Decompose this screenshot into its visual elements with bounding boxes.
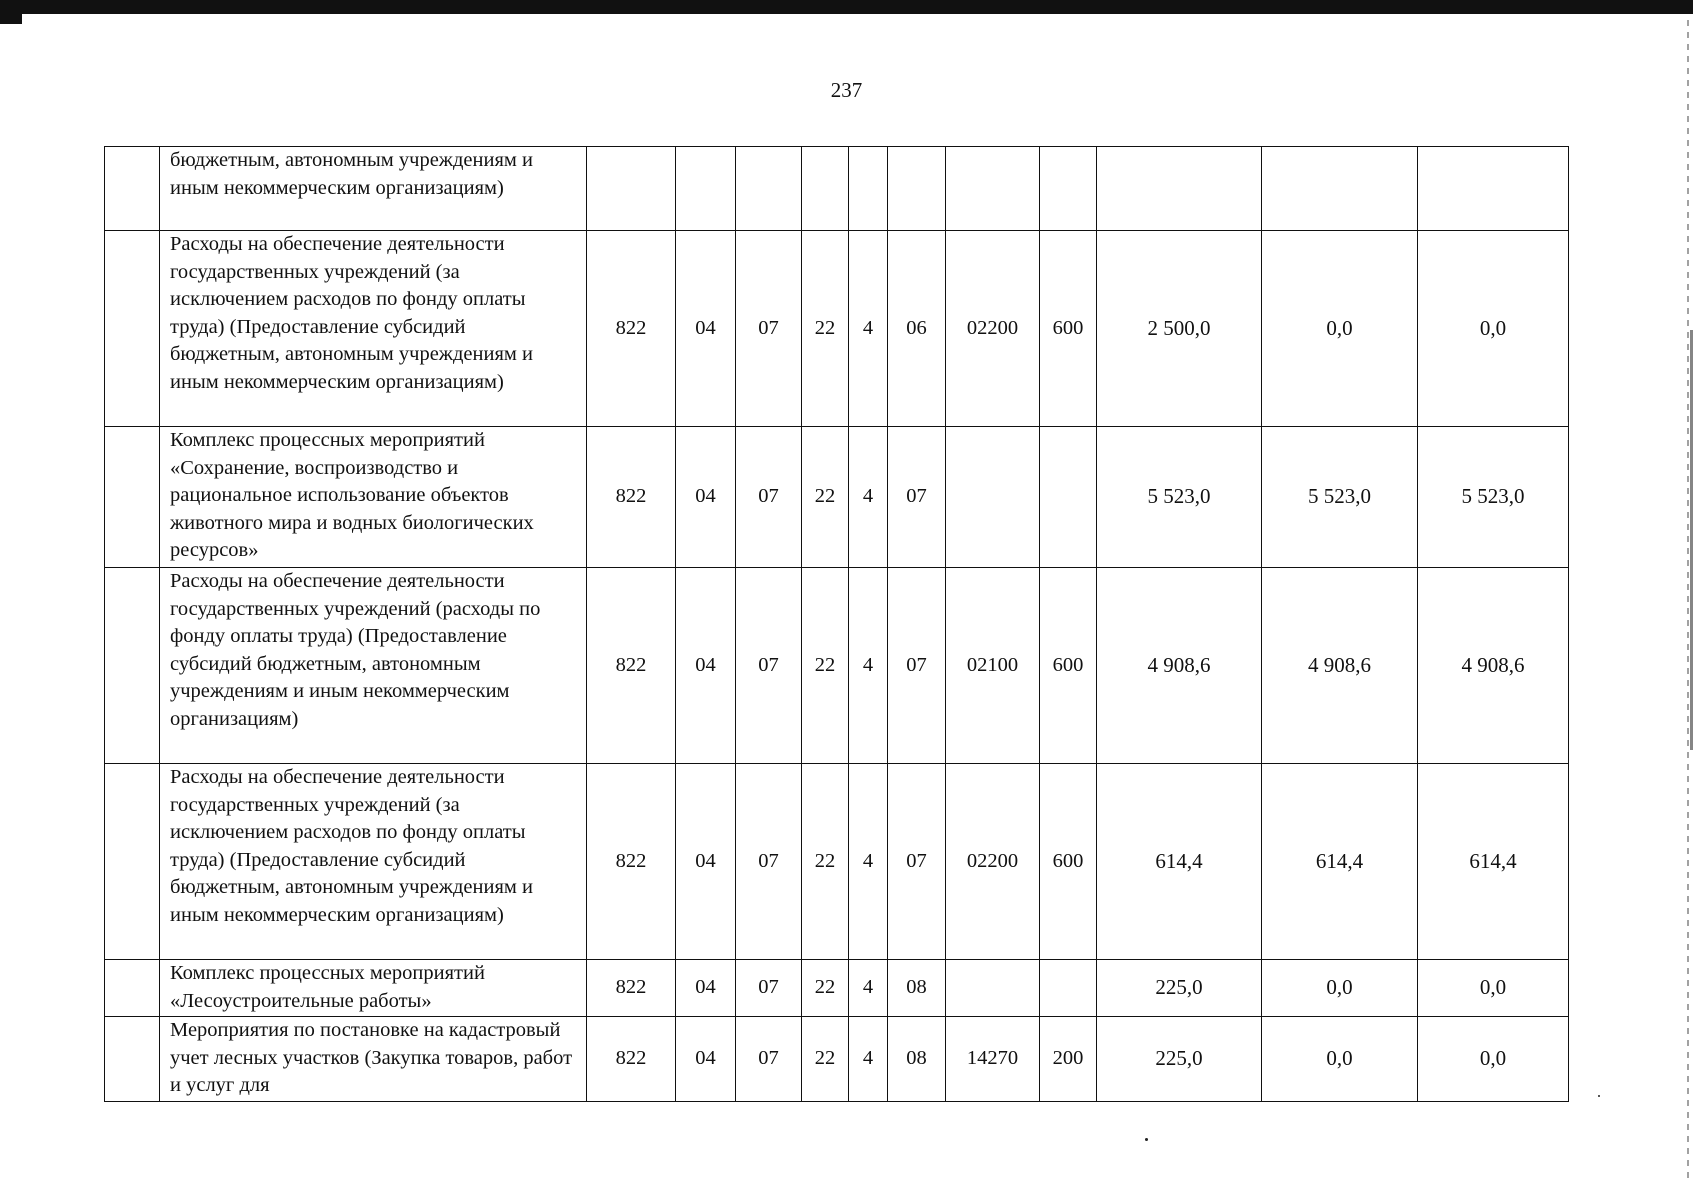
amount-year-2: 0,0 <box>1262 960 1418 1017</box>
row-index-cell <box>105 1017 160 1102</box>
code-expense-type <box>1040 147 1097 231</box>
code-program: 22 <box>802 960 849 1017</box>
code-ministry: 822 <box>587 568 676 764</box>
row-description: Расходы на обеспечение деятельности государственных учреждений (за исключением расходов по фонду оплаты труда) (Предоставление субсидий бюджетным, автономным учреждениям и иным некоммерческим организациям) <box>160 231 587 427</box>
row-description: Комплекс процессных мероприятий «Лесоустроительные работы» <box>160 960 587 1017</box>
row-description: Расходы на обеспечение деятельности государственных учреждений (за исключением расходов по фонду оплаты труда) (Предоставление субсидий бюджетным, автономным учреждениям и иным некоммерческим организациям) <box>160 764 587 960</box>
table-row <box>105 764 1569 960</box>
amount-year-3: 0,0 <box>1418 960 1569 1017</box>
amount-year-2 <box>1262 147 1418 231</box>
amount-year-3 <box>1418 147 1569 231</box>
table-row <box>105 960 1569 1017</box>
code-section: 04 <box>676 231 736 427</box>
code-program: 22 <box>802 568 849 764</box>
row-description: бюджетным, автономным учреждениям и иным некоммерческим организациям) <box>160 147 587 231</box>
amount-year-3: 0,0 <box>1418 1017 1569 1102</box>
code-program-type: 4 <box>849 568 888 764</box>
code-section: 04 <box>676 960 736 1017</box>
code-direction <box>946 960 1040 1017</box>
amount-year-2: 4 908,6 <box>1262 568 1418 764</box>
code-program-type: 4 <box>849 1017 888 1102</box>
code-subprogram: 07 <box>888 568 946 764</box>
code-expense-type <box>1040 960 1097 1017</box>
code-direction <box>946 147 1040 231</box>
code-subsection <box>736 147 802 231</box>
code-subsection: 07 <box>736 231 802 427</box>
code-subprogram <box>888 147 946 231</box>
code-subprogram: 07 <box>888 764 946 960</box>
code-subsection: 07 <box>736 1017 802 1102</box>
amount-year-1: 225,0 <box>1097 960 1262 1017</box>
row-index-cell <box>105 764 160 960</box>
code-program: 22 <box>802 764 849 960</box>
code-program: 22 <box>802 1017 849 1102</box>
row-description: Расходы на обеспечение деятельности государственных учреждений (расходы по фонду оплаты труда) (Предоставление субсидий бюджетным, автономным учреждениям и иным некоммерческим организациям) <box>160 568 587 764</box>
code-ministry: 822 <box>587 960 676 1017</box>
scan-right-edge <box>1687 20 1689 1180</box>
code-expense-type: 600 <box>1040 764 1097 960</box>
code-subprogram: 06 <box>888 231 946 427</box>
table-row <box>105 147 1569 231</box>
code-subprogram: 08 <box>888 1017 946 1102</box>
code-ministry: 822 <box>587 1017 676 1102</box>
code-subsection: 07 <box>736 764 802 960</box>
code-section: 04 <box>676 427 736 568</box>
amount-year-1 <box>1097 147 1262 231</box>
amount-year-2: 614,4 <box>1262 764 1418 960</box>
amount-year-1: 2 500,0 <box>1097 231 1262 427</box>
amount-year-2: 5 523,0 <box>1262 427 1418 568</box>
code-direction: 02100 <box>946 568 1040 764</box>
code-program: 22 <box>802 231 849 427</box>
table-row <box>105 231 1569 427</box>
code-subprogram: 08 <box>888 960 946 1017</box>
amount-year-3: 5 523,0 <box>1418 427 1569 568</box>
code-program-type <box>849 147 888 231</box>
table-row <box>105 1017 1569 1102</box>
code-subsection: 07 <box>736 960 802 1017</box>
code-program <box>802 147 849 231</box>
amount-year-2: 0,0 <box>1262 1017 1418 1102</box>
code-program-type: 4 <box>849 231 888 427</box>
code-program-type: 4 <box>849 960 888 1017</box>
code-direction: 02200 <box>946 231 1040 427</box>
scan-top-border <box>0 0 1693 14</box>
table-row <box>105 568 1569 764</box>
row-index-cell <box>105 147 160 231</box>
code-direction: 02200 <box>946 764 1040 960</box>
code-ministry <box>587 147 676 231</box>
code-ministry: 822 <box>587 427 676 568</box>
code-program: 22 <box>802 427 849 568</box>
code-ministry: 822 <box>587 764 676 960</box>
code-expense-type <box>1040 427 1097 568</box>
code-subprogram: 07 <box>888 427 946 568</box>
budget-table <box>104 146 1569 1102</box>
row-index-cell <box>105 427 160 568</box>
code-expense-type: 600 <box>1040 568 1097 764</box>
row-index-cell <box>105 960 160 1017</box>
code-subsection: 07 <box>736 427 802 568</box>
code-section <box>676 147 736 231</box>
scan-top-notch <box>0 14 22 24</box>
amount-year-2: 0,0 <box>1262 231 1418 427</box>
code-ministry: 822 <box>587 231 676 427</box>
row-index-cell <box>105 568 160 764</box>
code-direction <box>946 427 1040 568</box>
amount-year-1: 225,0 <box>1097 1017 1262 1102</box>
amount-year-1: 4 908,6 <box>1097 568 1262 764</box>
row-description: Комплекс процессных мероприятий «Сохранение, воспроизводство и рациональное использование объектов животного мира и водных биологических ресурсов» <box>160 427 587 568</box>
code-program-type: 4 <box>849 764 888 960</box>
code-direction: 14270 <box>946 1017 1040 1102</box>
amount-year-1: 614,4 <box>1097 764 1262 960</box>
code-expense-type: 600 <box>1040 231 1097 427</box>
code-section: 04 <box>676 764 736 960</box>
row-description: Мероприятия по постановке на кадастровый учет лесных участков (Закупка товаров, работ и услуг для <box>160 1017 587 1102</box>
code-section: 04 <box>676 1017 736 1102</box>
amount-year-3: 0,0 <box>1418 231 1569 427</box>
amount-year-1: 5 523,0 <box>1097 427 1262 568</box>
code-section: 04 <box>676 568 736 764</box>
amount-year-3: 4 908,6 <box>1418 568 1569 764</box>
scan-speck <box>1145 1138 1148 1141</box>
scan-speck <box>1598 1095 1600 1097</box>
code-subsection: 07 <box>736 568 802 764</box>
row-index-cell <box>105 231 160 427</box>
code-expense-type: 200 <box>1040 1017 1097 1102</box>
table-row <box>105 427 1569 568</box>
page-number: 237 <box>830 78 863 102</box>
code-program-type: 4 <box>849 427 888 568</box>
amount-year-3: 614,4 <box>1418 764 1569 960</box>
